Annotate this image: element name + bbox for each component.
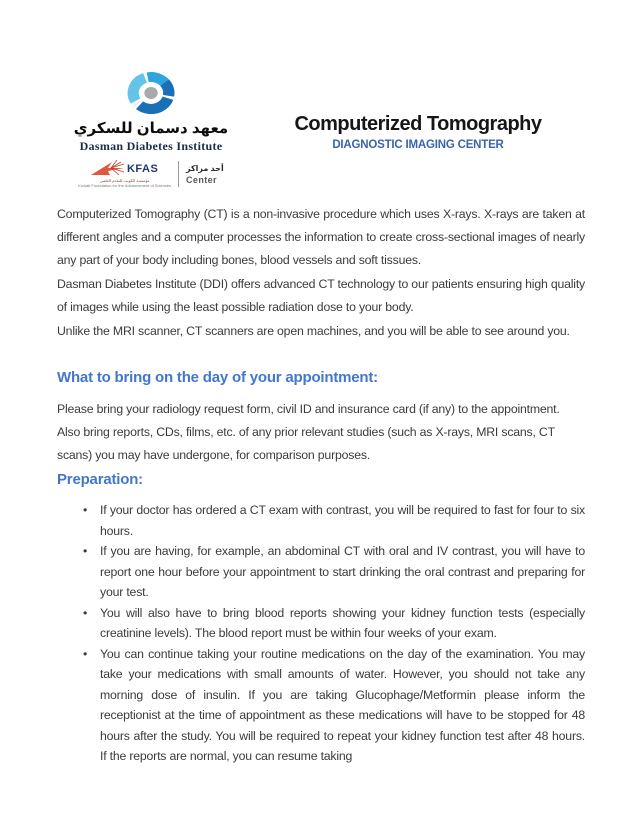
- preparation-bullet-list: [57, 500, 585, 767]
- list-item: • If you are having, for example, an abdominal CT with oral and IV contrast, you will have to report one hour before your appointment to start drinking the oral contrast and preparing for your test.: [57, 541, 585, 603]
- list-item: • You can continue taking your routine medications on the day of the examination. You may take your medications with small amounts of water. However, you should not take any morning dose of insulin. If you are taking Glucophage/Metformin please inform the receptionist at the time of appointment as these medications will have to be stopped for 48 hours after the study. You will be required to repeat your kidney function test after 48 hours. If the reports are normal, you can resume taking: [57, 644, 585, 767]
- section-heading-preparation: Preparation:: [57, 471, 143, 488]
- kfas-starburst-icon: [91, 160, 125, 178]
- kfas-member-english: Center: [186, 174, 217, 185]
- kfas-member-label: [186, 164, 224, 185]
- list-item: • You will also have to bring blood reports showing your kidney function tests (especially creatinine levels). The blood report must be within four weeks of your exam.: [57, 603, 585, 644]
- kfas-acronym: KFAS: [126, 163, 159, 175]
- institute-name-english: Dasman Diabetes Institute: [79, 139, 223, 153]
- kfas-member-arabic: أحد مراكز: [186, 163, 224, 173]
- institute-logo: [72, 70, 230, 188]
- intro-paragraph-1: Computerized Tomography (CT) is a non-invasive procedure which uses X-rays. X-rays are taken at different angles and a computer processes the information to create cross-sectional images of nearly any part of your body including bones, blood vessels and soft tissues.: [57, 207, 585, 267]
- kfas-tagline-arabic: مؤسسة الكويت للتقدم العلمي: [99, 178, 150, 183]
- intro-paragraph-2: Dasman Diabetes Institute (DDI) offers advanced CT technology to our patients ensuring high quality of images while using the least possible radiation dose to your body.: [57, 277, 585, 314]
- kfas-mark: [78, 160, 171, 188]
- institute-name-arabic: معهد دسمان للسكري: [73, 120, 229, 137]
- dasman-swirl-icon: [122, 70, 180, 116]
- what-to-bring-paragraph: Please bring your radiology request form, civil ID and insurance card (if any) to the appointment. Also bring reports, CDs, films, etc. of any prior relevant studies (such as X-rays, MRI scans, CT scans) you may have undergone, for comparison purposes.: [57, 402, 560, 462]
- section-heading-what-to-bring: What to bring on the day of your appointment:: [57, 369, 378, 386]
- document-title-block: [288, 112, 548, 152]
- kfas-tagline-english: Kuwait Foundation for the Advancement of Sciences: [78, 183, 172, 188]
- page-subtitle: DIAGNOSTIC IMAGING CENTER: [332, 139, 504, 151]
- kfas-logo: [72, 160, 230, 188]
- intro-paragraph-3: Unlike the MRI scanner, CT scanners are open machines, and you will be able to see around you.: [57, 324, 570, 338]
- list-item: • If your doctor has ordered a CT exam with contrast, you will be required to fast for four to six hours.: [57, 500, 585, 541]
- page-title: Computerized Tomography: [294, 113, 542, 135]
- kfas-divider: [178, 161, 179, 187]
